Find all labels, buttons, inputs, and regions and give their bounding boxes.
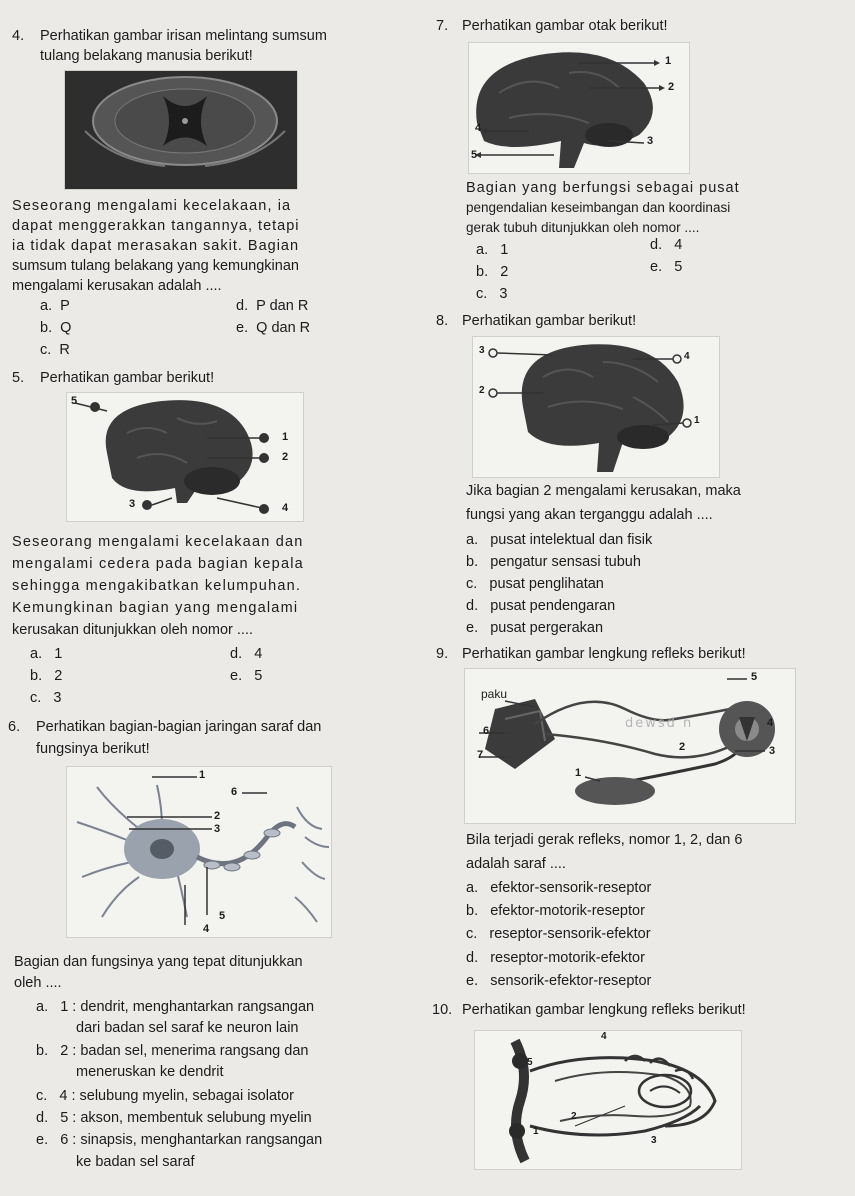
q8-option-c[interactable] xyxy=(466,576,604,592)
q7-option-c-text: 3 xyxy=(499,286,508,302)
q5-label-4: 4 xyxy=(282,502,289,514)
q4-body-line5: mengalami kerusakan adalah .... xyxy=(12,278,222,294)
q6-number: 6. xyxy=(8,719,21,735)
q5-option-e[interactable] xyxy=(230,668,262,684)
q9-label-2: 2 xyxy=(679,741,686,753)
q9-body-line2: adalah saraf .... xyxy=(466,856,566,872)
q4-option-d-text: P dan R xyxy=(256,298,309,314)
q4-body-line4: sumsum tulang belakang yang kemungkinan xyxy=(12,258,299,274)
reflex-arc-spine-image xyxy=(475,1031,741,1169)
q5-option-d-text: 4 xyxy=(254,646,263,662)
q8-label-4: 4 xyxy=(684,351,690,362)
q10-label-4: 4 xyxy=(601,1031,607,1042)
svg-text:dewsd n: dewsd n xyxy=(625,716,694,731)
q8-option-c-text: pusat penglihatan xyxy=(489,576,604,592)
q6-label-6: 6 xyxy=(231,786,238,798)
q8-option-d-key: d. xyxy=(466,598,479,614)
q6-option-b-key: b. xyxy=(36,1043,49,1059)
q9-stem: Perhatikan gambar lengkung refleks berikut! xyxy=(462,646,746,662)
q10-reflex-arc-figure xyxy=(474,1030,742,1170)
q7-option-c-key: c. xyxy=(476,286,488,302)
q6-neuron-figure xyxy=(66,766,332,938)
q6-body-line1: Bagian dan fungsinya yang tepat ditunjukkan xyxy=(14,954,303,970)
q9-option-e[interactable] xyxy=(466,973,651,989)
q5-body-line5: kerusakan ditunjukkan oleh nomor .... xyxy=(12,622,253,638)
q7-option-e[interactable] xyxy=(650,259,682,275)
q7-option-e-key: e. xyxy=(650,259,663,275)
q8-body-line1: Jika bagian 2 mengalami kerusakan, maka xyxy=(466,483,741,499)
q5-option-c-key: c. xyxy=(30,690,42,706)
q8-option-d[interactable] xyxy=(466,598,615,614)
q7-option-a-key: a. xyxy=(476,242,489,258)
q5-option-a-key: a. xyxy=(30,646,43,662)
q5-label-3: 3 xyxy=(129,498,136,510)
q4-option-a[interactable] xyxy=(40,298,70,314)
q7-option-b[interactable] xyxy=(476,264,508,280)
q6-option-b-line2: meneruskan ke dendrit xyxy=(76,1064,224,1080)
q6-option-b[interactable] xyxy=(36,1043,308,1059)
q4-option-d-key: d. xyxy=(236,298,249,314)
q4-option-a-key: a. xyxy=(40,298,53,314)
q9-label-paku: paku xyxy=(481,687,508,701)
q6-label-5: 5 xyxy=(219,910,226,922)
q5-option-a-text: 1 xyxy=(54,646,63,662)
q4-option-b-text: Q xyxy=(60,320,72,336)
q6-option-d[interactable] xyxy=(36,1110,312,1126)
q8-option-c-key: c. xyxy=(466,576,478,592)
q8-label-2: 2 xyxy=(479,385,485,396)
q7-option-d-key: d. xyxy=(650,237,663,253)
q6-stem-line2: fungsinya berikut! xyxy=(36,741,150,757)
q7-label-2: 2 xyxy=(668,81,675,93)
q8-brain-figure xyxy=(472,336,720,478)
q9-option-a-key: a. xyxy=(466,880,479,896)
q7-option-d-text: 4 xyxy=(674,237,683,253)
q9-option-b[interactable] xyxy=(466,903,645,919)
q5-option-a[interactable] xyxy=(30,646,62,662)
q5-body-line4: Kemungkinan bagian yang mengalami xyxy=(12,600,299,616)
q6-option-b-line1: 2 : badan sel, menerima rangsang dan xyxy=(60,1043,309,1059)
q8-option-b-text: pengatur sensasi tubuh xyxy=(490,554,641,570)
q4-option-c-key: c. xyxy=(40,342,52,358)
q5-option-c[interactable] xyxy=(30,690,61,706)
q4-spinal-cord-figure xyxy=(64,70,298,190)
q6-option-d-line1: 5 : akson, membentuk selubung myelin xyxy=(60,1110,312,1126)
q9-option-d[interactable] xyxy=(466,950,645,966)
q7-option-b-key: b. xyxy=(476,264,489,280)
q7-number: 7. xyxy=(436,18,449,34)
q8-option-b[interactable] xyxy=(466,554,641,570)
q6-option-a-line1: 1 : dendrit, menghantarkan rangsangan xyxy=(60,999,315,1015)
q9-option-a[interactable] xyxy=(466,880,651,896)
q9-option-e-key: e. xyxy=(466,973,479,989)
q5-body-line1: Seseorang mengalami kecelakaan dan xyxy=(12,534,304,550)
q6-option-a-line2: dari badan sel saraf ke neuron lain xyxy=(76,1020,299,1036)
q4-option-b-key: b. xyxy=(40,320,53,336)
q5-option-b-text: 2 xyxy=(54,668,63,684)
q8-option-e[interactable] xyxy=(466,620,603,636)
q8-label-3: 3 xyxy=(479,345,485,356)
q4-body-line1: Seseorang mengalami kecelakaan, ia xyxy=(12,198,292,214)
q7-body-line2: pengendalian keseimbangan dan koordinasi xyxy=(466,200,731,215)
q4-option-d[interactable] xyxy=(236,298,308,314)
q8-option-e-text: pusat pergerakan xyxy=(490,620,604,636)
q5-option-b-key: b. xyxy=(30,668,43,684)
q6-option-d-key: d. xyxy=(36,1110,49,1126)
q7-stem: Perhatikan gambar otak berikut! xyxy=(462,18,668,34)
q6-label-2: 2 xyxy=(214,810,221,822)
q5-body-line2: mengalami cedera pada bagian kepala xyxy=(12,556,304,572)
q9-option-c[interactable] xyxy=(466,926,651,942)
q10-label-3: 3 xyxy=(651,1135,657,1146)
q6-option-e-line1: 6 : sinapsis, menghantarkan rangsangan xyxy=(60,1132,323,1148)
neuron-image xyxy=(67,767,331,937)
q6-option-c-key: c. xyxy=(36,1088,48,1104)
q6-option-a-key: a. xyxy=(36,999,49,1015)
q9-number: 9. xyxy=(436,646,449,662)
q6-label-4: 4 xyxy=(203,923,210,935)
spinal-cord-cross-section-image xyxy=(65,71,297,189)
q8-option-b-key: b. xyxy=(466,554,479,570)
q5-option-e-key: e. xyxy=(230,668,243,684)
q6-option-c[interactable] xyxy=(36,1088,294,1104)
q8-label-1: 1 xyxy=(694,415,700,426)
q10-number: 10. xyxy=(432,1002,453,1018)
q9-option-b-key: b. xyxy=(466,903,479,919)
q6-option-e[interactable] xyxy=(36,1132,322,1148)
q8-number: 8. xyxy=(436,313,449,329)
q10-label-1: 1 xyxy=(533,1126,539,1137)
q9-option-a-text: efektor-sensorik-reseptor xyxy=(490,880,652,896)
q5-label-5: 5 xyxy=(71,395,78,407)
q7-body-line1: Bagian yang berfungsi sebagai pusat xyxy=(466,180,740,196)
q4-option-c[interactable] xyxy=(40,342,70,358)
q9-reflex-arc-figure xyxy=(464,668,796,824)
q6-stem-line1: Perhatikan bagian-bagian jaringan saraf dan xyxy=(36,719,322,735)
q10-label-2: 2 xyxy=(571,1111,577,1122)
q10-label-5: 5 xyxy=(527,1057,533,1068)
q7-body-line3: gerak tubuh ditunjukkan oleh nomor .... xyxy=(466,220,700,235)
q8-option-a-key: a. xyxy=(466,532,479,548)
q7-option-b-text: 2 xyxy=(500,264,509,280)
brain-section-image xyxy=(469,43,689,173)
brain-side-view-image xyxy=(67,393,303,521)
q6-label-1: 1 xyxy=(199,769,206,781)
q7-option-c[interactable] xyxy=(476,286,507,302)
q5-option-d-key: d. xyxy=(230,646,243,662)
q6-option-c-line1: 4 : selubung myelin, sebagai isolator xyxy=(59,1088,294,1104)
q5-option-c-text: 3 xyxy=(53,690,62,706)
q4-option-b[interactable] xyxy=(40,320,71,336)
q5-number: 5. xyxy=(12,370,25,386)
q7-label-5: 5 xyxy=(471,149,478,161)
q9-option-d-text: reseptor-motorik-efektor xyxy=(490,950,645,966)
brain-side-image xyxy=(473,337,719,477)
q9-body-line1: Bila terjadi gerak refleks, nomor 1, 2, dan 6 xyxy=(466,832,743,848)
q7-option-e-text: 5 xyxy=(674,259,683,275)
q7-label-1: 1 xyxy=(665,55,672,67)
q7-brain-figure xyxy=(468,42,690,174)
q4-stem-line1: Perhatikan gambar irisan melintang sumsum xyxy=(40,28,327,44)
q9-option-b-text: efektor-motorik-reseptor xyxy=(490,903,645,919)
q9-option-d-key: d. xyxy=(466,950,479,966)
q9-label-1: 1 xyxy=(575,767,582,779)
q6-body-line2: oleh .... xyxy=(14,975,62,991)
q9-label-7: 7 xyxy=(477,749,484,761)
q7-option-d[interactable] xyxy=(650,237,682,253)
q9-label-4: 4 xyxy=(767,717,774,729)
q5-brain-figure xyxy=(66,392,304,522)
q9-option-e-text: sensorik-efektor-reseptor xyxy=(490,973,652,989)
q8-option-a-text: pusat intelektual dan fisik xyxy=(490,532,653,548)
q4-stem-line2: tulang belakang manusia berikut! xyxy=(40,48,253,64)
q8-option-d-text: pusat pendengaran xyxy=(490,598,616,614)
q6-option-a[interactable] xyxy=(36,999,314,1015)
q5-option-d[interactable] xyxy=(230,646,262,662)
q4-option-e-key: e. xyxy=(236,320,249,336)
q5-body-line3: sehingga mengakibatkan kelumpuhan. xyxy=(12,578,302,594)
q7-option-a[interactable] xyxy=(476,242,508,258)
q4-body-line2: dapat menggerakkan tangannya, tetapi xyxy=(12,218,300,234)
q6-option-e-line2: ke badan sel saraf xyxy=(76,1154,195,1170)
q7-option-a-text: 1 xyxy=(500,242,509,258)
q8-stem: Perhatikan gambar berikut! xyxy=(462,313,637,329)
q9-label-5: 5 xyxy=(751,671,758,683)
q4-number: 4. xyxy=(12,28,25,44)
q4-option-a-text: P xyxy=(60,298,70,314)
q10-stem: Perhatikan gambar lengkung refleks berikut! xyxy=(462,1002,746,1018)
q8-option-a[interactable] xyxy=(466,532,652,548)
q5-label-2: 2 xyxy=(282,451,289,463)
q5-label-1: 1 xyxy=(282,431,289,443)
q4-option-c-text: R xyxy=(59,342,70,358)
q9-label-3: 3 xyxy=(769,745,776,757)
q9-label-6: 6 xyxy=(483,725,490,737)
q8-option-e-key: e. xyxy=(466,620,479,636)
q4-option-e[interactable] xyxy=(236,320,310,336)
q7-label-3: 3 xyxy=(647,135,654,147)
q4-body-line3: ia tidak dapat merasakan sakit. Bagian xyxy=(12,238,300,254)
q8-body-line2: fungsi yang akan terganggu adalah .... xyxy=(466,507,713,523)
q5-option-e-text: 5 xyxy=(254,668,263,684)
reflex-arc-image xyxy=(465,669,795,823)
q5-option-b[interactable] xyxy=(30,668,62,684)
q6-option-e-key: e. xyxy=(36,1132,49,1148)
q4-option-e-text: Q dan R xyxy=(256,320,311,336)
q9-option-c-key: c. xyxy=(466,926,478,942)
q6-label-3: 3 xyxy=(214,823,221,835)
q7-label-4: 4 xyxy=(475,122,482,134)
q5-stem: Perhatikan gambar berikut! xyxy=(40,370,215,386)
q9-option-c-text: reseptor-sensorik-efektor xyxy=(489,926,651,942)
